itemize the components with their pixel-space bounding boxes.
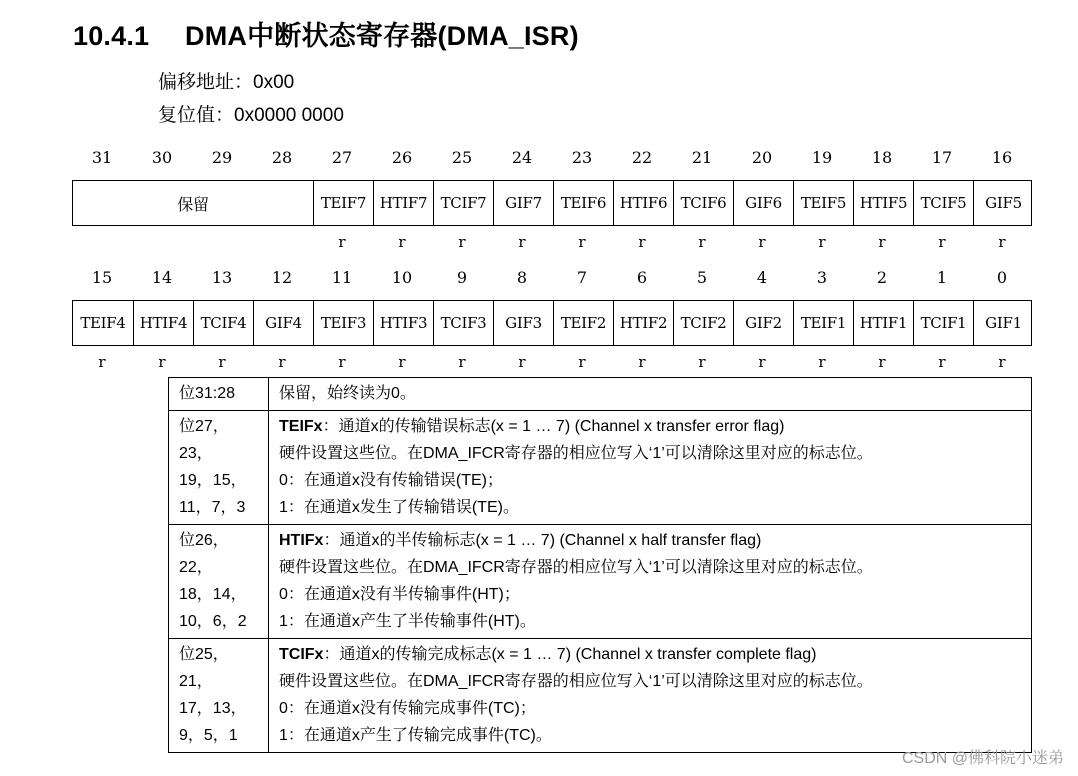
table-row: [169, 411, 1032, 525]
bit-number: 13: [211, 268, 233, 287]
reset-value: 复位值：0x0000 0000: [158, 105, 344, 126]
description-line: 硬件设置这些位。在DMA_IFCR寄存器的相应位写入‘1’可以清除这里对应的标志位。: [279, 445, 873, 462]
access-type: r: [638, 353, 646, 371]
access-type: r: [158, 353, 166, 371]
access-type: r: [638, 233, 646, 251]
bit-field: TCIF1: [913, 301, 973, 345]
description-line: 0：在通道x没有半传输事件(HT)；: [279, 586, 520, 603]
description-line: 硬件设置这些位。在DMA_IFCR寄存器的相应位写入‘1’可以清除这里对应的标志位。: [279, 673, 873, 690]
access-type: r: [998, 233, 1006, 251]
bit-range: 19，15，: [179, 472, 247, 489]
access-type: r: [818, 353, 826, 371]
field-name: TEIFx: [279, 418, 323, 435]
access-row-lower: [72, 353, 1032, 371]
bit-field: GIF4: [253, 301, 313, 345]
watermark: CSDN @佛科院小迷弟: [901, 750, 1064, 767]
bit-field: HTIF5: [853, 181, 913, 225]
register-upper-row: [72, 180, 1032, 226]
bit-number: 16: [991, 148, 1013, 167]
access-type: r: [698, 353, 706, 371]
bit-field: TEIF4: [80, 314, 126, 332]
access-type: r: [398, 233, 406, 251]
bit-number: 7: [576, 268, 588, 287]
table-row: [169, 525, 1032, 639]
bit-number: 9: [456, 268, 468, 287]
description-line: 保留，始终读为0。: [279, 385, 416, 402]
bit-number: 15: [91, 268, 113, 287]
table-row: [169, 378, 1032, 411]
bit-field: HTIF6: [613, 181, 673, 225]
bit-field: TEIF6: [553, 181, 613, 225]
bit-field: GIF6: [733, 181, 793, 225]
access-type: r: [758, 233, 766, 251]
description-line: 0：在通道x没有传输完成事件(TC)；: [279, 700, 536, 717]
access-type: r: [518, 353, 526, 371]
bit-number: 2: [876, 268, 888, 287]
bit-range-cell: [169, 525, 269, 639]
field-summary: ：通道x的半传输标志(x = 1 … 7) (Channel x half transfer flag): [323, 532, 762, 549]
bit-number: 27: [331, 148, 353, 167]
bit-number: 1: [936, 268, 948, 287]
description-heading: [279, 527, 1021, 554]
access-type: r: [518, 233, 526, 251]
bit-number: 25: [451, 148, 473, 167]
access-type: r: [878, 353, 886, 371]
bit-range: 17，13，: [179, 700, 247, 717]
bit-number: 18: [871, 148, 893, 167]
field-summary: ：通道x的传输错误标志(x = 1 … 7) (Channel x transfer error flag): [322, 418, 785, 435]
bit-field: HTIF3: [373, 301, 433, 345]
bit-range: 位25，21，: [179, 646, 229, 690]
description-line: 1：在通道x产生了传输完成事件(TC)。: [279, 727, 552, 744]
bit-range: 位26，22，: [179, 532, 229, 576]
bit-field: TCIF2: [673, 301, 733, 345]
field-summary: ：通道x的传输完成标志(x = 1 … 7) (Channel x transfer complete flag): [323, 646, 817, 663]
bit-number: 12: [271, 268, 293, 287]
bit-field: TEIF3: [313, 301, 373, 345]
field-name: HTIFx: [279, 532, 324, 549]
access-type: r: [938, 353, 946, 371]
bit-range: 18，14，: [179, 586, 247, 603]
bit-range: 位31:28: [179, 385, 236, 402]
bit-number: 3: [816, 268, 828, 287]
description-line: 1：在通道x产生了半传输事件(HT)。: [279, 613, 536, 630]
bit-field: TCIF6: [673, 181, 733, 225]
bit-field: TCIF3: [433, 301, 493, 345]
reserved-field: 保留: [177, 194, 209, 214]
bit-range: 位27，23，: [179, 418, 229, 462]
field-name: TCIFx: [279, 646, 324, 663]
access-type: r: [278, 353, 286, 371]
section-heading: DMA中断状态寄存器(DMA_ISR): [185, 21, 579, 51]
register-lower-row: [72, 300, 1032, 346]
description-line: 硬件设置这些位。在DMA_IFCR寄存器的相应位写入‘1’可以清除这里对应的标志位。: [279, 559, 873, 576]
bit-number: 28: [271, 148, 293, 167]
description-heading: [279, 641, 1021, 668]
access-type: r: [698, 233, 706, 251]
access-type: r: [998, 353, 1006, 371]
bit-number: 23: [571, 148, 593, 167]
bit-number: 29: [211, 148, 233, 167]
bit-number: 17: [931, 148, 953, 167]
bit-number: 21: [691, 148, 713, 167]
bit-number: 19: [811, 148, 833, 167]
bit-field: TEIF1: [793, 301, 853, 345]
bit-field: GIF7: [493, 181, 553, 225]
access-type: r: [218, 353, 226, 371]
bit-number: 31: [91, 148, 113, 167]
bit-number: 24: [511, 148, 533, 167]
bit-description-table: [168, 377, 1032, 753]
bit-numbers-upper: [72, 148, 1032, 167]
bit-range: 10，6，2: [179, 613, 247, 630]
bit-range-cell: [169, 639, 269, 753]
bit-number: 26: [391, 148, 413, 167]
bit-field: TEIF5: [793, 181, 853, 225]
access-row-upper: [72, 233, 1032, 251]
description-line: 0：在通道x没有传输错误(TE)；: [279, 472, 504, 489]
access-type: r: [578, 233, 586, 251]
bit-number: 22: [631, 148, 653, 167]
access-type: r: [578, 353, 586, 371]
bit-field: HTIF1: [853, 301, 913, 345]
offset-address: 偏移地址：0x00: [158, 72, 295, 93]
bit-number: 14: [151, 268, 173, 287]
description-line: 1：在通道x发生了传输错误(TE)。: [279, 499, 520, 516]
bit-field: GIF5: [973, 181, 1033, 225]
description-heading: [279, 413, 1021, 440]
access-type: r: [98, 353, 106, 371]
description-cell: [269, 525, 1032, 639]
table-row: [169, 639, 1032, 753]
bit-field: TEIF7: [313, 181, 373, 225]
bit-number: 10: [391, 268, 413, 287]
access-type: r: [398, 353, 406, 371]
bit-number: 4: [756, 268, 768, 287]
bit-field: TCIF7: [433, 181, 493, 225]
bit-field: HTIF2: [613, 301, 673, 345]
bit-field: TEIF2: [553, 301, 613, 345]
access-type: r: [458, 353, 466, 371]
bit-number: 30: [151, 148, 173, 167]
bit-range: 11，7，3: [179, 499, 246, 516]
access-type: r: [338, 353, 346, 371]
bit-number: 6: [636, 268, 648, 287]
bit-field: HTIF4: [133, 301, 193, 345]
access-type: r: [758, 353, 766, 371]
bit-range: 9，5，1: [179, 727, 238, 744]
description-cell: [269, 639, 1032, 753]
bit-field: GIF1: [973, 301, 1033, 345]
bit-field: HTIF7: [373, 181, 433, 225]
bit-field: GIF2: [733, 301, 793, 345]
bit-numbers-lower: [72, 268, 1032, 287]
bit-number: 8: [516, 268, 528, 287]
description-cell: [269, 411, 1032, 525]
bit-number: 20: [751, 148, 773, 167]
bit-number: 5: [696, 268, 708, 287]
section-number: 10.4.1: [73, 21, 150, 51]
section-title: [73, 14, 579, 53]
bit-field: GIF3: [493, 301, 553, 345]
access-type: r: [458, 233, 466, 251]
bit-number: 0: [996, 268, 1008, 287]
bit-number: 11: [331, 268, 353, 287]
bit-field: TCIF4: [193, 301, 253, 345]
bit-range-cell: [169, 378, 269, 411]
access-type: r: [878, 233, 886, 251]
bit-range-cell: [169, 411, 269, 525]
access-type: r: [338, 233, 346, 251]
access-type: r: [938, 233, 946, 251]
access-type: r: [818, 233, 826, 251]
bit-field: TCIF5: [913, 181, 973, 225]
description-cell: [269, 378, 1032, 411]
